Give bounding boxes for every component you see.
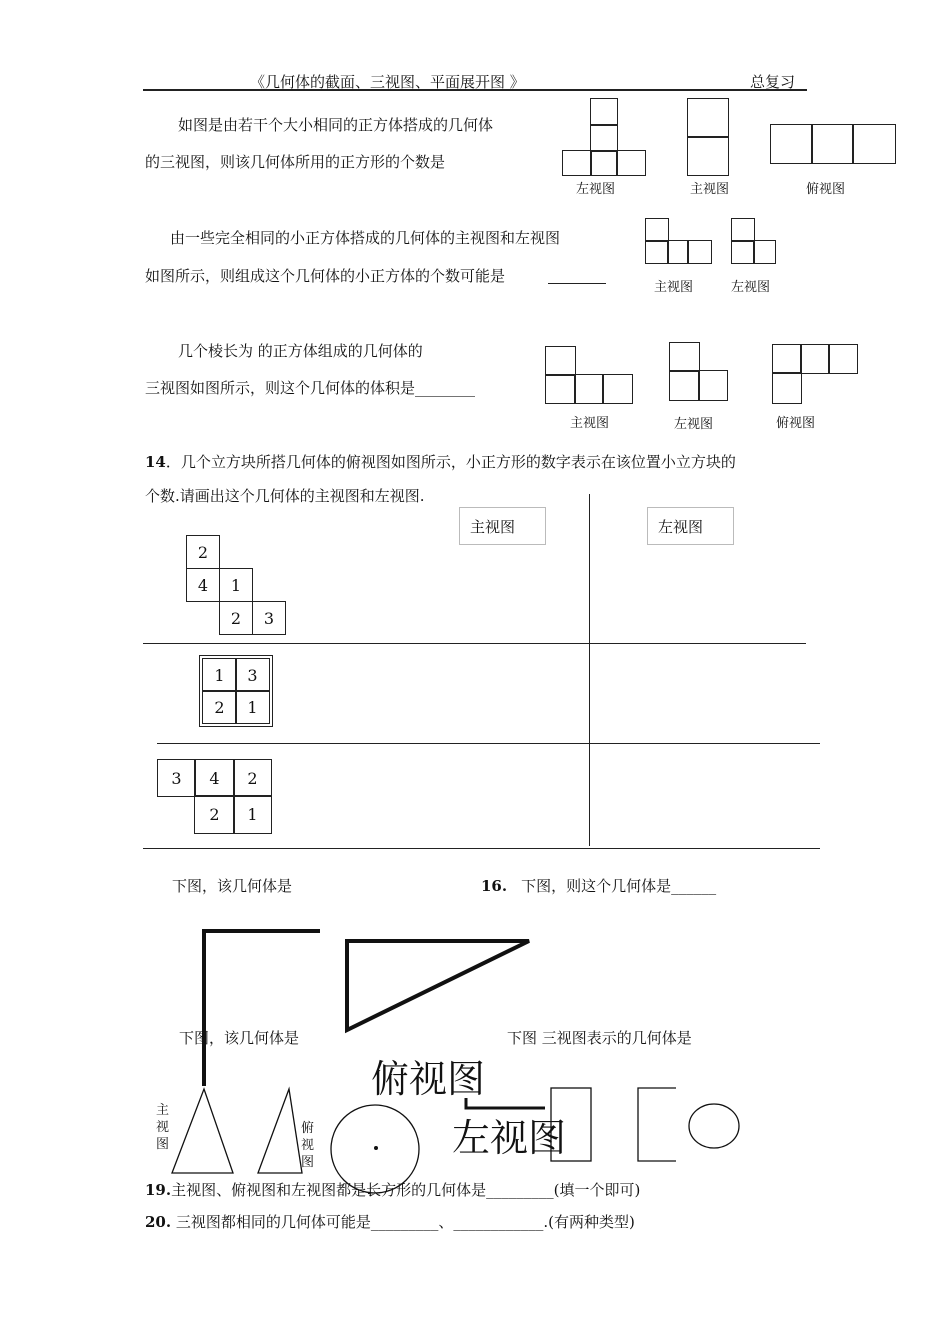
top-view-big-label: 俯视图: [371, 1057, 486, 1101]
q1-label-left: 左视图: [576, 182, 616, 197]
q14-grid3-cell: 2: [233, 759, 272, 797]
left-view-big-label: [452, 1116, 567, 1160]
left-view-big-text: 左视图: [452, 1116, 567, 1160]
header-right: 总复习: [750, 73, 796, 91]
q1-label-front: 主视图: [690, 182, 730, 197]
q15-l-shape: [204, 931, 320, 1086]
q14-grid2-cell: 3: [235, 658, 270, 692]
left-view-triangle: [258, 1089, 302, 1173]
front-view-triangle: [172, 1089, 233, 1173]
q3-line2: 三视图如图所示，则这个几何体的体积是________: [145, 379, 476, 397]
q17-text: 下图，该几何体是: [179, 1029, 300, 1047]
left-view-label-box: 左视图: [647, 507, 734, 545]
q20-line: [145, 1212, 635, 1232]
q14-grid3-cell: 3: [157, 759, 196, 797]
q18-text: 下图 三视图表示的几何体是: [507, 1029, 692, 1047]
q15-text: 下图，该几何体是: [172, 877, 293, 895]
q1-line1: 如图是由若干个大小相同的正方体搭成的几何体: [178, 116, 494, 134]
q20-number: 20.: [145, 1213, 172, 1231]
q14-grid1-cell: 2: [186, 535, 220, 569]
q20-text: 三视图都相同的几何体可能是_________、____________.(有两种类型): [171, 1213, 635, 1231]
q3-line1: 几个棱长为 的正方体组成的几何体的: [178, 342, 423, 360]
q19-line: [145, 1180, 640, 1200]
q14-line2: 个数.请画出这个几何体的主视图和左视图.: [145, 487, 425, 505]
q3-label-top: 俯视图: [776, 416, 816, 431]
q1-label-top: 俯视图: [806, 182, 846, 197]
q14-grid3-cell: 4: [194, 759, 235, 797]
circle-center-dot: [374, 1146, 378, 1150]
q19-text: 主视图、俯视图和左视图都是长方形的几何体是_________(填一个即可): [171, 1181, 641, 1199]
q1-line2: 的三视图，则该几何体所用的正方形的个数是: [145, 153, 446, 171]
q2-label-left: 左视图: [731, 280, 771, 295]
q18-top-ellipse: [689, 1104, 739, 1148]
q2-line1: 由一些完全相同的小正方体搭成的几何体的主视图和左视图: [170, 229, 561, 247]
q18-left-bracket: [638, 1088, 676, 1161]
q14-number: 14: [145, 453, 166, 471]
q3-label-front: 主视图: [570, 416, 610, 431]
q16-number: 16.: [481, 877, 508, 895]
q14-grid2-cell: 1: [235, 690, 270, 724]
q14-grid2-cell: 1: [202, 658, 237, 692]
header-title: 《几何体的截面、三视图、平面展开图 》: [250, 73, 525, 91]
q2-label-front: 主视图: [654, 280, 694, 295]
q16-right-triangle: [347, 941, 529, 1030]
q3-label-left: 左视图: [674, 417, 714, 432]
q2-line2: 如图所示，则组成这个几何体的小正方体的个数可能是: [145, 267, 506, 285]
q16-text: 下图，则这个几何体是______: [521, 877, 717, 895]
q14-grid1-cell: 2: [219, 601, 253, 635]
q14-text1: ．几个立方块所搭几何体的俯视图如图所示，小正方形的数字表示在该位置小立方块的: [165, 453, 736, 471]
q14-grid1-cell: 4: [186, 568, 220, 602]
front-view-label-box: 主视图: [459, 507, 546, 545]
q14-grid1-cell: 1: [219, 568, 253, 602]
top-view-vertical-label: 俯视图: [301, 1121, 315, 1170]
q14-grid3-cell: 2: [194, 795, 235, 834]
q14-grid1-cell: 3: [252, 601, 286, 635]
q14-grid2-cell: 2: [202, 690, 237, 724]
q19-number: 19.: [145, 1181, 172, 1199]
front-view-vertical-label: 主视图: [156, 1103, 170, 1152]
q14-grid3-cell: 1: [233, 795, 272, 834]
